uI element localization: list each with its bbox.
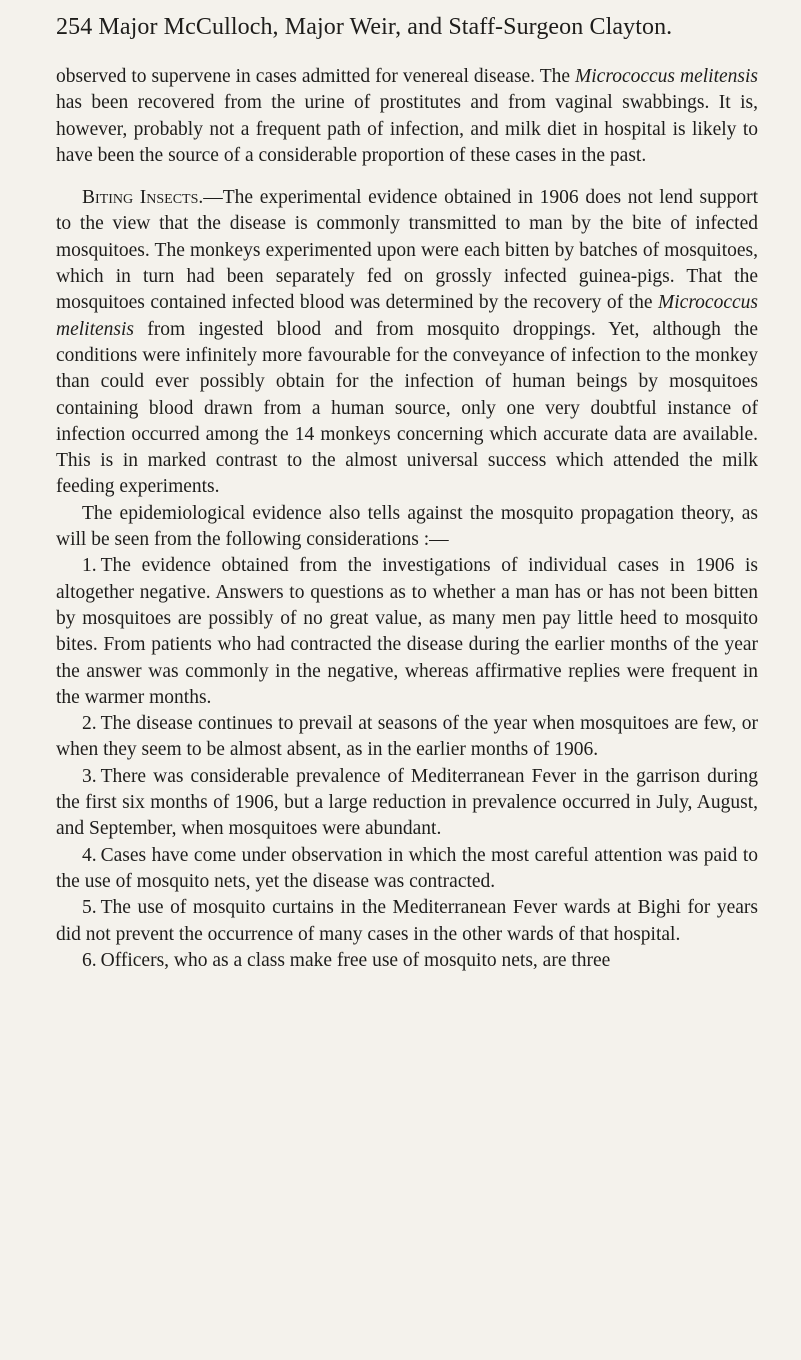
list-item: 2. The disease continues to prevail at seasons of the year when mosquitoes are few, or when they seem to be almost absent, as in the earlier months of 1906.	[56, 713, 758, 761]
list-item: 1. The evidence obtained from the investigations of individual cases in 1906 is altogether negative. Answers to questions as to whether a man has or has not been bitten by mosquitoes are possibly of no great value, as many men pay little heed to mosquito bites. From patients who had contracted the disease during the earlier months of the year the answer was commonly in the negative, whereas affirmative replies were frequent in the warmer months.	[56, 555, 758, 708]
running-header	[56, 12, 756, 42]
list-item: 3. There was considerable prevalence of Mediterranean Fever in the garrison during the first six months of 1906, but a large reduction in prevalence occurred in July, August, and September, when mosquitoes were abundant.	[56, 765, 758, 840]
page-number: 254	[56, 14, 93, 40]
species-name: Micrococcus melitensis	[575, 66, 758, 87]
running-title: Major McCulloch, Major Weir, and Staff-Surgeon Clayton.	[98, 14, 673, 40]
list-item: 4. Cases have come under observation in which the most careful attention was paid to the use of mosquito nets, yet the disease was contracted.	[56, 844, 758, 892]
paragraph-1: observed to supervene in cases admitted for venereal disease. The Micrococcus melitensis has been recovered from the urine of prostitutes and from vaginal swabbings. It is, however, probably not a frequent path of infection, and milk diet in hospital is likely to have been the source of a considerable proportion of these cases in the past.	[56, 66, 758, 166]
species-name: Micrococcus melitensis	[56, 292, 758, 340]
body-text	[56, 64, 758, 974]
list-item: 5. The use of mosquito curtains in the Mediterranean Fever wards at Bighi for years did not prevent the occurrence of many cases in the other wards of that hospital.	[56, 897, 758, 945]
section-heading: Biting Insects.	[82, 187, 204, 209]
paragraph-epidemiological: The epidemiological evidence also tells against the mosquito propagation theory, as will be seen from the following considerations :—	[56, 502, 758, 551]
list-item: 6. Officers, who as a class make free use of mosquito nets, are three	[82, 949, 611, 971]
paragraph-biting-insects: Biting Insects.—The experimental evidence obtained in 1906 does not lend support to the view that the disease is commonly transmitted to man by the bite of infected mosquitoes. The monkeys experimented upon were each bitten by batches of mosquitoes, which in turn had been separately fed on grossly infected guinea-pigs. That the mosquitoes contained infected blood was determined by the recovery of the Micrococcus melitensis from ingested blood and from mosquito droppings. Yet, although the conditions were infinitely more favourable for the conveyance of infection to the monkey than could ever possibly obtain for the infection of human beings by mosquitoes containing blood drawn from a human source, only one very doubtful instance of infection occurred among the 14 monkeys concerning which accurate data are available. This is in marked contrast to the almost universal success which attended the milk feeding experiments.	[56, 187, 758, 498]
